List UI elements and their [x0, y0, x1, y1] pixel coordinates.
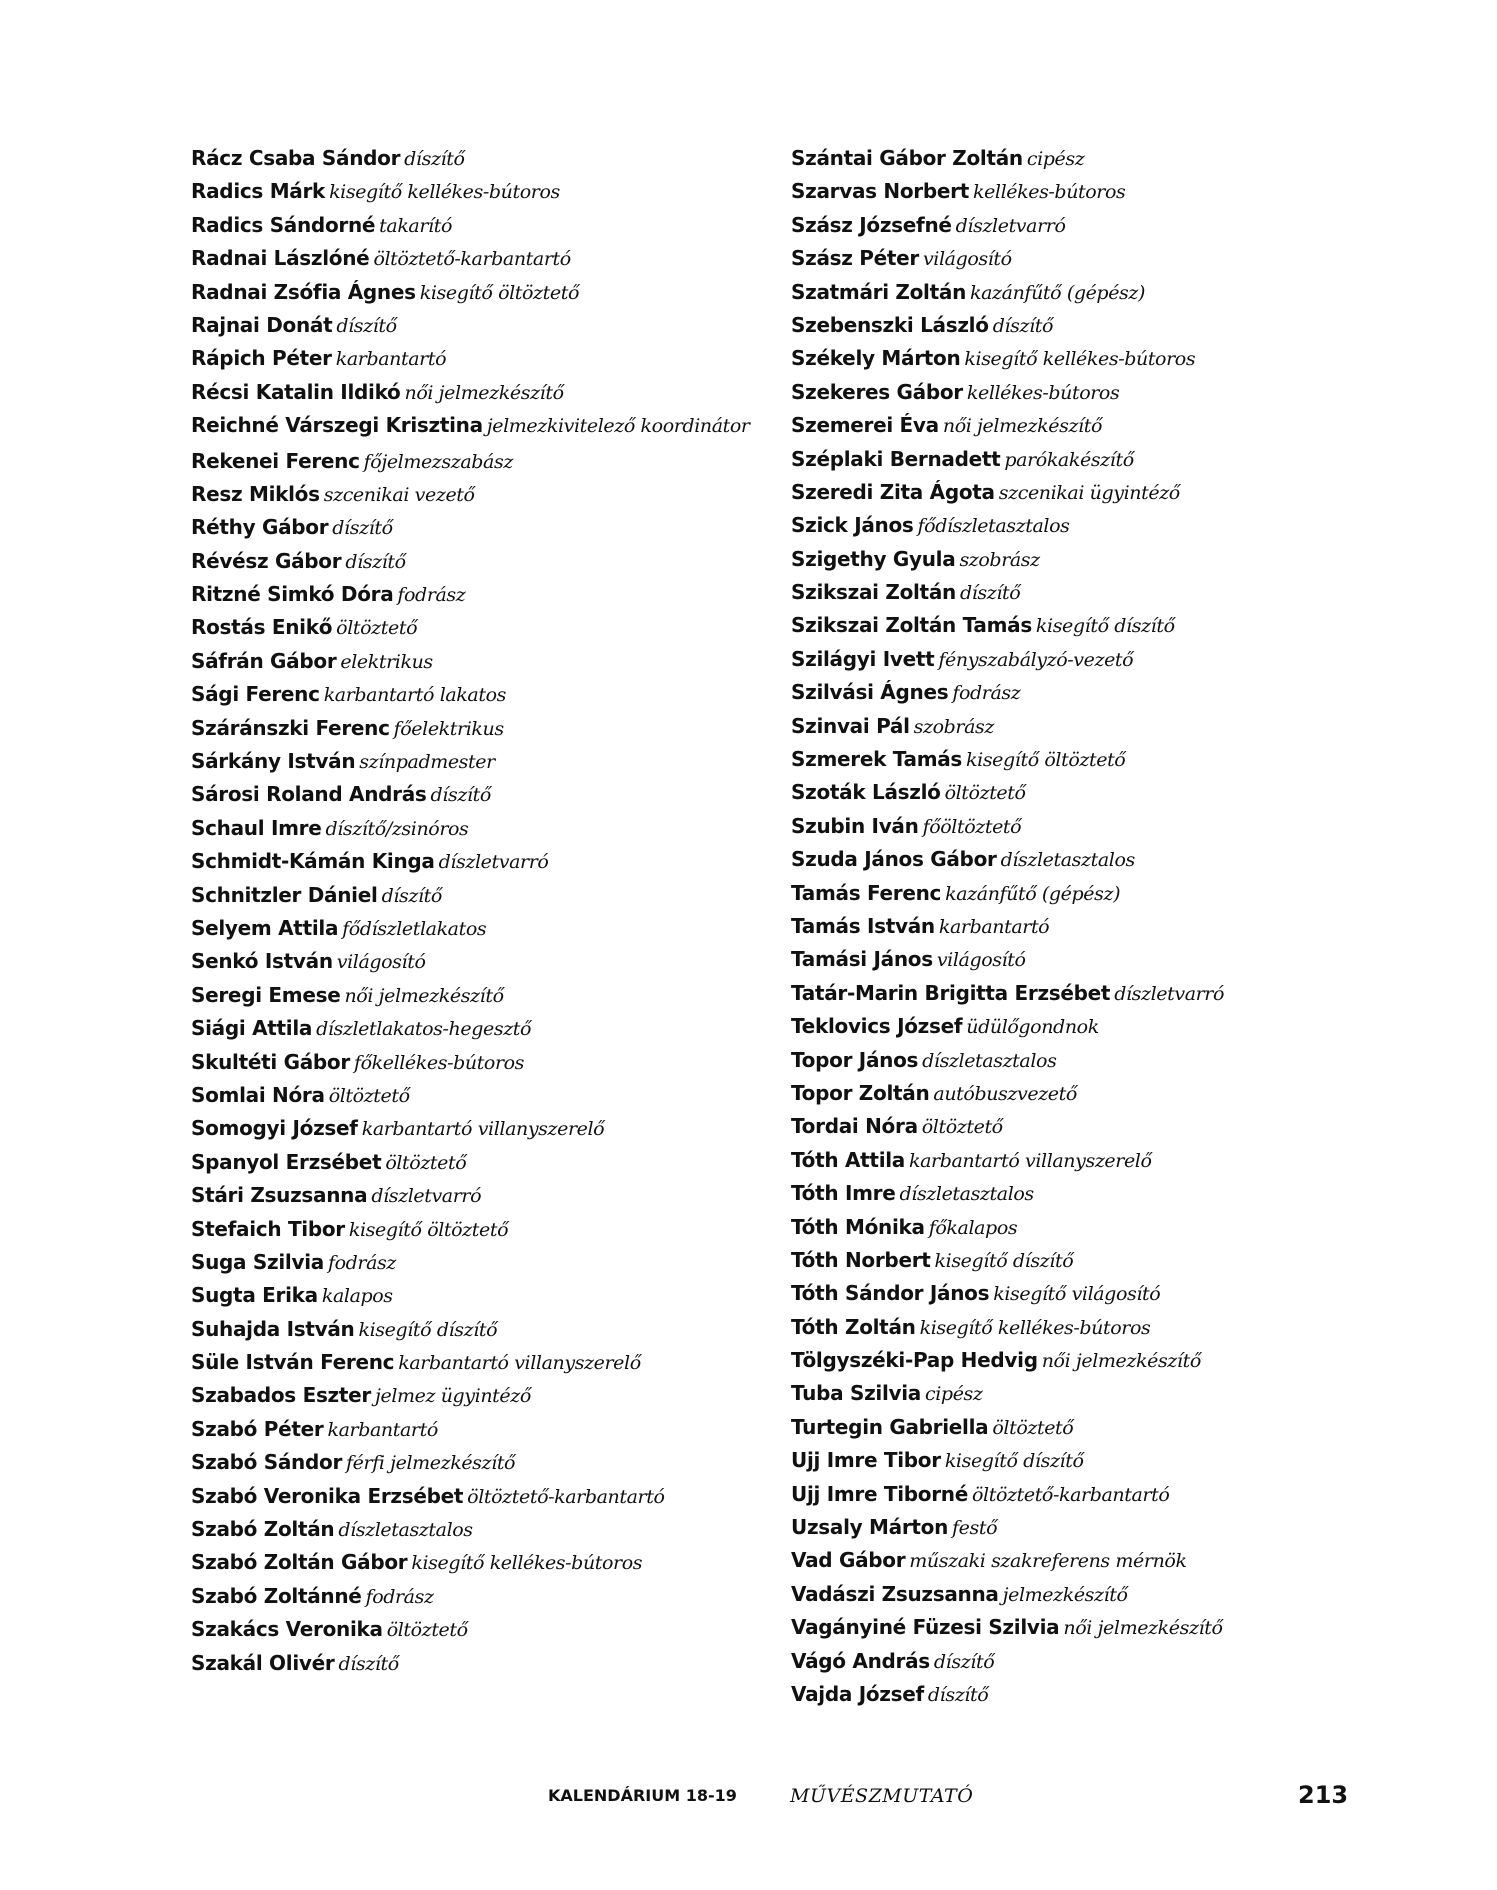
- staff-entry: [191, 1012, 771, 1045]
- staff-role: díszítő: [381, 884, 442, 907]
- staff-entry: [191, 1246, 771, 1279]
- staff-name: Rostás Enikő: [191, 615, 333, 640]
- staff-entry: [791, 509, 1431, 542]
- staff-role: cipész: [1026, 148, 1085, 170]
- staff-entry: [791, 1578, 1431, 1611]
- staff-entry: [191, 342, 771, 375]
- staff-role: jelmez ügyintéző: [374, 1385, 531, 1408]
- staff-name: Sugta Erika: [191, 1283, 318, 1308]
- staff-entry: [791, 943, 1431, 976]
- staff-role: fényszabályzó-vezető: [938, 648, 1134, 671]
- staff-entry: [791, 676, 1431, 709]
- staff-role: öltöztető: [944, 782, 1026, 805]
- staff-role: kisegítő kellékes-bútoros: [329, 181, 560, 204]
- staff-name: Szmerek Tamás: [791, 747, 963, 772]
- staff-role: díszletvarró: [955, 214, 1066, 237]
- staff-entry: [191, 1046, 771, 1079]
- staff-name: Somlai Nóra: [191, 1082, 325, 1107]
- staff-entry: [791, 710, 1431, 743]
- staff-role: öltöztető-karbantartó: [373, 248, 571, 271]
- staff-name: Tölgyszéki-Pap Hedvig: [791, 1348, 1038, 1373]
- staff-role: elektrikus: [340, 650, 433, 673]
- staff-role: karbantartó: [327, 1418, 438, 1441]
- staff-entry: [791, 776, 1431, 809]
- staff-entry: [791, 1377, 1431, 1410]
- staff-entry: [191, 1613, 771, 1646]
- staff-name: Tamás István: [791, 913, 935, 938]
- staff-entry: [191, 578, 771, 611]
- staff-entry: [191, 611, 771, 644]
- staff-name: Stári Zsuzsanna: [191, 1183, 368, 1208]
- staff-list-right-column: [791, 142, 1431, 1711]
- staff-role: díszítő: [933, 1650, 995, 1673]
- staff-name: Vagányiné Füzesi Szilvia: [791, 1615, 1060, 1640]
- staff-role: fodrász: [952, 682, 1021, 705]
- staff-name: Szabó Zoltán: [191, 1517, 335, 1542]
- staff-name: Tordai Nóra: [791, 1114, 918, 1139]
- staff-name: Schnitzler Dániel: [191, 882, 378, 907]
- staff-role: díszletasztalos: [338, 1519, 473, 1542]
- staff-name: Szabó Péter: [191, 1416, 324, 1441]
- staff-role: öltöztető-karbantartó: [467, 1485, 665, 1508]
- staff-entry: [191, 1146, 771, 1179]
- staff-entry: [191, 409, 771, 444]
- staff-name: Révész Gábor: [191, 548, 342, 573]
- staff-entry: [191, 511, 771, 544]
- staff-name: Sárosi Roland András: [191, 782, 427, 807]
- staff-entry: [791, 309, 1431, 342]
- staff-entry: [191, 1546, 771, 1579]
- staff-entry: [191, 945, 771, 978]
- staff-role: díszletlakatos-hegesztő: [316, 1018, 532, 1041]
- staff-name: Szikszai Zoltán Tamás: [791, 613, 1032, 638]
- section-title: MŰVÉSZMUTATÓ: [790, 1785, 974, 1807]
- staff-role: karbantartó: [938, 915, 1050, 938]
- staff-name: Süle István Ferenc: [191, 1350, 395, 1375]
- staff-name: Rácz Csaba Sándor: [191, 146, 401, 170]
- staff-role: szobrász: [913, 715, 995, 738]
- staff-entry: [191, 1480, 771, 1513]
- staff-name: Szakács Veronika: [191, 1617, 383, 1642]
- staff-role: festő: [952, 1517, 998, 1540]
- staff-name: Vad Gábor: [791, 1548, 906, 1573]
- staff-entry: [791, 443, 1431, 476]
- staff-role: szcenikai vezető: [323, 483, 475, 506]
- staff-entry: [191, 1279, 771, 1312]
- staff-name: Tamás Ferenc: [791, 880, 942, 905]
- staff-role: fodrász: [365, 1585, 434, 1608]
- staff-role: díszítő: [992, 314, 1054, 337]
- staff-entry: [791, 810, 1431, 843]
- staff-name: Vadászi Zsuzsanna: [791, 1581, 999, 1606]
- staff-role: öltöztető: [992, 1416, 1074, 1439]
- staff-name: Uzsaly Márton: [791, 1515, 949, 1540]
- staff-name: Seregi Emese: [191, 982, 341, 1007]
- staff-name: Reichné Várszegi Krisztina: [191, 413, 483, 438]
- staff-entry: [791, 743, 1431, 776]
- staff-name: Tatár-Marin Brigitta Erzsébet: [791, 980, 1111, 1005]
- staff-name: Rajnai Donát: [191, 312, 333, 337]
- staff-name: Rekenei Ferenc: [191, 448, 360, 473]
- staff-name: Topor János: [791, 1047, 919, 1072]
- staff-role: főelektrikus: [393, 717, 504, 740]
- staff-name: Spanyol Erzsébet: [191, 1149, 382, 1174]
- staff-entry: [191, 712, 771, 745]
- staff-role: kisegítő kellékes-bútoros: [411, 1552, 643, 1575]
- staff-role: díszletasztalos: [899, 1183, 1034, 1206]
- staff-entry: [191, 979, 771, 1012]
- staff-role: díszítő: [332, 517, 393, 540]
- staff-entry: [791, 1411, 1431, 1444]
- staff-role: kazánfűtő (gépész): [970, 281, 1146, 304]
- staff-name: Szinvai Pál: [791, 713, 910, 738]
- staff-role: autóbuszvezető: [933, 1082, 1077, 1105]
- staff-name: Tóth Mónika: [791, 1214, 925, 1239]
- staff-entry: [791, 543, 1431, 576]
- staff-name: Ujj Imre Tibor: [791, 1448, 941, 1473]
- staff-role: karbantartó villanyszerelő: [398, 1352, 641, 1375]
- staff-entry: [791, 977, 1431, 1010]
- staff-name: Suhajda István: [191, 1316, 355, 1341]
- staff-role: jelmezkivitelező koordinátor: [486, 415, 750, 438]
- staff-entry: [191, 645, 771, 678]
- staff-name: Siági Attila: [191, 1016, 313, 1041]
- staff-entry: [791, 1144, 1431, 1177]
- staff-name: Szilágyi Ivett: [791, 646, 935, 671]
- staff-entry: [191, 1179, 771, 1212]
- staff-role: öltöztető-karbantartó: [972, 1483, 1170, 1506]
- staff-entry: [191, 1446, 771, 1479]
- staff-entry: [791, 1478, 1431, 1511]
- staff-role: szcenikai ügyintéző: [998, 481, 1180, 504]
- staff-entry: [791, 175, 1431, 208]
- staff-entry: [191, 1346, 771, 1379]
- staff-entry: [791, 1010, 1431, 1043]
- staff-name: Tóth Sándor János: [791, 1281, 990, 1306]
- staff-entry: [191, 309, 771, 342]
- staff-role: díszítő: [336, 314, 397, 337]
- staff-name: Vágó András: [791, 1648, 930, 1673]
- staff-name: Stefaich Tibor: [191, 1216, 345, 1241]
- staff-entry: [191, 745, 771, 778]
- staff-entry: [191, 209, 771, 242]
- staff-name: Szabó Zoltánné: [191, 1583, 362, 1608]
- staff-role: öltöztető: [385, 1151, 467, 1174]
- staff-entry: [791, 376, 1431, 409]
- staff-entry: [791, 1444, 1431, 1477]
- staff-name: Réthy Gábor: [191, 515, 329, 540]
- staff-role: világosító: [922, 248, 1012, 271]
- staff-entry: [791, 142, 1431, 175]
- staff-entry: [791, 476, 1431, 509]
- staff-role: kalapos: [321, 1285, 393, 1308]
- staff-entry: [191, 1647, 771, 1680]
- staff-entry: [791, 1277, 1431, 1310]
- staff-entry: [791, 1611, 1431, 1644]
- staff-role: kellékes-bútoros: [966, 381, 1120, 404]
- staff-name: Somogyi József: [191, 1116, 358, 1141]
- staff-entry: [791, 877, 1431, 910]
- staff-entry: [791, 609, 1431, 642]
- staff-name: Skultéti Gábor: [191, 1049, 350, 1074]
- staff-role: kazánfűtő (gépész): [945, 882, 1121, 905]
- staff-role: kisegítő díszítő: [934, 1249, 1074, 1272]
- staff-role: kisegítő öltöztető: [966, 749, 1126, 772]
- staff-role: kisegítő kellékes-bútoros: [919, 1316, 1151, 1339]
- staff-name: Székely Márton: [791, 346, 961, 371]
- staff-name: Vajda József: [791, 1681, 924, 1706]
- staff-entry: [191, 276, 771, 309]
- staff-entry: [791, 342, 1431, 375]
- staff-role: parókakészítő: [1004, 448, 1134, 471]
- staff-role: női jelmezkészítő: [942, 415, 1103, 438]
- staff-name: Tuba Szilvia: [791, 1381, 922, 1406]
- staff-role: öltöztető: [328, 1084, 410, 1107]
- staff-name: Szubin Iván: [791, 813, 919, 838]
- staff-entry: [791, 1544, 1431, 1577]
- staff-role: díszítő: [404, 148, 465, 170]
- staff-name: Szabó Sándor: [191, 1450, 343, 1475]
- staff-role: karbantartó villanyszerelő: [909, 1149, 1152, 1172]
- staff-role: férfi jelmezkészítő: [346, 1452, 516, 1475]
- staff-entry: [791, 242, 1431, 275]
- staff-role: fodrász: [397, 584, 466, 607]
- staff-role: főöltöztető: [922, 815, 1022, 838]
- staff-name: Száránszki Ferenc: [191, 715, 390, 740]
- staff-entry: [191, 1313, 771, 1346]
- page-number: 213: [1298, 1781, 1349, 1809]
- staff-role: kisegítő öltöztető: [419, 281, 580, 304]
- staff-entry: [791, 209, 1431, 242]
- staff-role: fodrász: [327, 1251, 396, 1274]
- staff-name: Radics Sándorné: [191, 212, 376, 237]
- staff-entry: [191, 1413, 771, 1446]
- staff-entry: [791, 843, 1431, 876]
- staff-name: Szarvas Norbert: [791, 179, 969, 204]
- staff-role: kisegítő világosító: [993, 1283, 1161, 1306]
- staff-name: Radics Márk: [191, 179, 326, 204]
- staff-role: díszletasztalos: [1000, 849, 1135, 872]
- staff-name: Szikszai Zoltán: [791, 580, 956, 605]
- staff-role: díszletvarró: [438, 851, 549, 874]
- staff-entry: [191, 845, 771, 878]
- staff-role: díszítő: [345, 550, 406, 573]
- staff-name: Schaul Imre: [191, 815, 322, 840]
- staff-role: díszítő/zsinóros: [325, 817, 469, 840]
- staff-name: Turtegin Gabriella: [791, 1414, 989, 1439]
- staff-entry: [791, 1177, 1431, 1210]
- staff-name: Szebenszki László: [791, 312, 989, 337]
- staff-entry: [791, 910, 1431, 943]
- staff-name: Récsi Katalin Ildikó: [191, 379, 401, 404]
- staff-entry: [191, 242, 771, 275]
- staff-name: Teklovics József: [791, 1014, 963, 1039]
- staff-role: öltöztető: [386, 1619, 468, 1642]
- staff-name: Szuda János Gábor: [791, 847, 997, 872]
- staff-role: női jelmezkészítő: [344, 984, 504, 1007]
- staff-role: főkalapos: [928, 1216, 1018, 1239]
- staff-entry: [791, 1511, 1431, 1544]
- staff-name: Sáfrán Gábor: [191, 648, 337, 673]
- staff-name: Rápich Péter: [191, 346, 332, 371]
- staff-name: Szabó Zoltán Gábor: [191, 1550, 408, 1575]
- staff-role: díszítő: [959, 582, 1021, 605]
- staff-role: kisegítő öltöztető: [348, 1218, 509, 1241]
- staff-entry: [191, 1580, 771, 1613]
- staff-entry: [791, 1110, 1431, 1143]
- staff-entry: [191, 912, 771, 945]
- staff-entry: [191, 879, 771, 912]
- staff-role: világosító: [936, 949, 1026, 972]
- staff-entry: [191, 545, 771, 578]
- staff-role: főjelmezszabász: [363, 450, 513, 473]
- staff-role: cipész: [925, 1383, 983, 1406]
- staff-entry: [191, 376, 771, 409]
- staff-entry: [191, 1513, 771, 1546]
- staff-role: szobrász: [959, 548, 1040, 571]
- staff-role: öltöztető: [921, 1116, 1003, 1139]
- staff-entry: [791, 1077, 1431, 1110]
- staff-role: kisegítő díszítő: [358, 1318, 498, 1341]
- staff-role: takarító: [379, 214, 452, 237]
- staff-name: Szántai Gábor Zoltán: [791, 146, 1023, 170]
- staff-entry: [791, 1678, 1431, 1711]
- staff-entry: [191, 142, 771, 175]
- staff-entry: [791, 276, 1431, 309]
- staff-role: díszítő: [430, 784, 491, 807]
- staff-name: Sárkány István: [191, 749, 356, 774]
- staff-name: Tóth Attila: [791, 1147, 905, 1172]
- staff-role: karbantartó lakatos: [323, 684, 506, 707]
- staff-entry: [791, 1044, 1431, 1077]
- staff-name: Topor Zoltán: [791, 1080, 930, 1105]
- staff-entry: [791, 1645, 1431, 1678]
- staff-entry: [791, 1311, 1431, 1344]
- staff-role: díszítő: [338, 1652, 399, 1675]
- staff-name: Schmidt-Kámán Kinga: [191, 849, 435, 874]
- page-footer: [0, 1778, 1497, 1818]
- staff-entry: [191, 778, 771, 811]
- staff-role: öltöztető: [336, 617, 418, 640]
- staff-name: Szick János: [791, 513, 914, 538]
- staff-role: kisegítő kellékes-bútoros: [964, 348, 1196, 371]
- staff-name: Radnai Lászlóné: [191, 246, 370, 271]
- staff-entry: [791, 409, 1431, 442]
- staff-name: Széplaki Bernadett: [791, 446, 1001, 471]
- staff-entry: [791, 1344, 1431, 1377]
- staff-name: Selyem Attila: [191, 916, 339, 940]
- staff-name: Szász Péter: [791, 246, 919, 271]
- staff-entry: [791, 643, 1431, 676]
- staff-role: kisegítő díszítő: [1035, 615, 1175, 638]
- staff-name: Senkó István: [191, 949, 333, 974]
- staff-name: Szekeres Gábor: [791, 379, 963, 404]
- staff-entry: [791, 1244, 1431, 1277]
- staff-name: Szigethy Gyula: [791, 546, 956, 571]
- staff-name: Tóth Zoltán: [791, 1314, 916, 1339]
- staff-role: díszítő: [927, 1683, 989, 1706]
- staff-entry: [791, 1211, 1431, 1244]
- staff-name: Szoták László: [791, 780, 941, 805]
- staff-role: kisegítő díszítő: [944, 1450, 1084, 1473]
- staff-name: Szilvási Ágnes: [791, 680, 949, 705]
- staff-role: fődíszletasztalos: [917, 515, 1070, 538]
- staff-entry: [191, 1379, 771, 1412]
- staff-entry: [791, 576, 1431, 609]
- staff-name: Szemerei Éva: [791, 413, 939, 438]
- staff-name: Tóth Norbert: [791, 1247, 931, 1272]
- staff-entry: [191, 1079, 771, 1112]
- staff-list-left-column: [191, 142, 771, 1680]
- staff-role: díszletvarró: [1114, 982, 1225, 1005]
- staff-name: Resz Miklós: [191, 481, 320, 506]
- staff-role: fődíszletlakatos: [342, 918, 487, 940]
- staff-name: Szabó Veronika Erzsébet: [191, 1483, 464, 1508]
- staff-role: üdülőgondnok: [966, 1016, 1099, 1039]
- staff-role: műszaki szakreferens mérnök: [909, 1550, 1187, 1573]
- staff-role: női jelmezkészítő: [1063, 1617, 1223, 1640]
- staff-name: Sági Ferenc: [191, 682, 320, 707]
- staff-role: karbantartó villanyszerelő: [361, 1118, 605, 1141]
- publication-title: KALENDÁRIUM 18-19: [548, 1786, 737, 1805]
- staff-name: Szabados Eszter: [191, 1383, 371, 1408]
- staff-entry: [191, 175, 771, 208]
- staff-role: főkellékes-bútoros: [353, 1051, 525, 1074]
- staff-name: Ritzné Simkó Dóra: [191, 582, 394, 607]
- staff-role: színpadmester: [359, 751, 495, 774]
- staff-name: Szakál Olivér: [191, 1650, 335, 1675]
- staff-name: Radnai Zsófia Ágnes: [191, 279, 416, 304]
- staff-name: Tóth Imre: [791, 1181, 896, 1206]
- staff-role: női jelmezkészítő: [404, 381, 564, 404]
- staff-name: Szeredi Zita Ágota: [791, 479, 995, 504]
- staff-role: kellékes-bútoros: [972, 181, 1126, 204]
- staff-name: Suga Szilvia: [191, 1249, 324, 1274]
- staff-role: díszletvarró: [371, 1185, 482, 1208]
- staff-entry: [191, 478, 771, 511]
- staff-name: Szatmári Zoltán: [791, 279, 967, 304]
- staff-entry: [191, 1213, 771, 1246]
- staff-entry: [191, 678, 771, 711]
- staff-role: jelmezkészítő: [1002, 1583, 1128, 1606]
- staff-role: női jelmezkészítő: [1041, 1350, 1201, 1373]
- staff-name: Tamási János: [791, 947, 933, 972]
- staff-entry: [191, 1112, 771, 1145]
- staff-name: Ujj Imre Tiborné: [791, 1481, 969, 1506]
- staff-entry: [191, 445, 771, 478]
- staff-role: világosító: [336, 951, 426, 974]
- staff-role: karbantartó: [335, 348, 447, 371]
- staff-entry: [191, 812, 771, 845]
- staff-name: Szász Józsefné: [791, 212, 952, 237]
- staff-role: díszletasztalos: [922, 1049, 1057, 1072]
